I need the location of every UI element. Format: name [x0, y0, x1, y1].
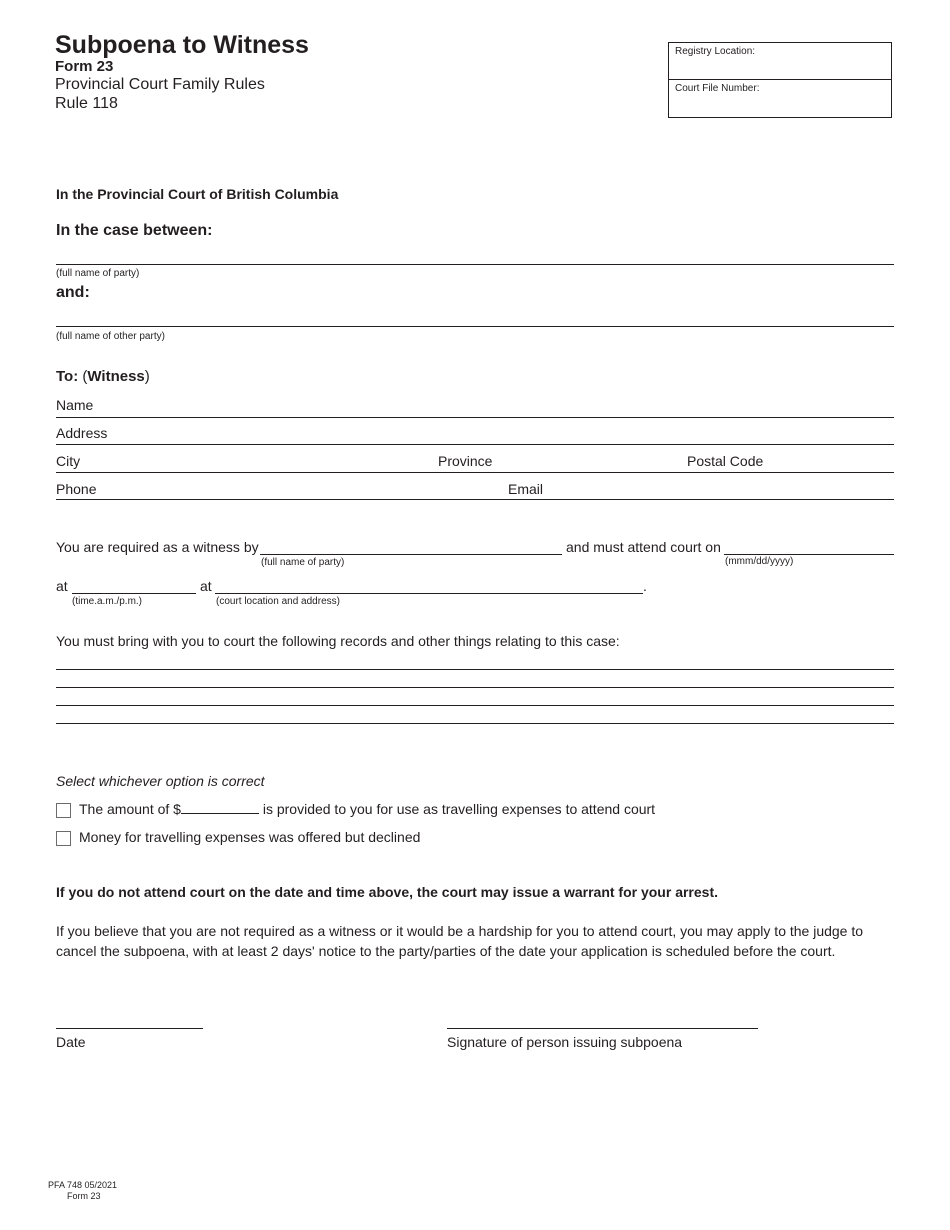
close-paren: ) [144, 368, 150, 385]
address-label: Address [56, 425, 108, 441]
requesting-party-caption: (full name of party) [261, 557, 345, 568]
court-file-number-field[interactable] [669, 80, 891, 116]
issuer-signature-line[interactable] [447, 1028, 758, 1029]
and-label: and: [56, 284, 90, 301]
option-1-text [79, 801, 655, 817]
to-witness-heading [56, 368, 150, 385]
rule-number: Rule 118 [55, 95, 118, 112]
date-label: Date [56, 1034, 86, 1050]
open-paren: ( [82, 368, 88, 385]
city-label: City [56, 453, 81, 469]
date-signature-line[interactable] [56, 1028, 203, 1029]
registry-box [668, 42, 892, 118]
records-line[interactable] [56, 723, 894, 724]
records-line[interactable] [56, 705, 894, 706]
case-between-label: In the case between: [56, 222, 213, 239]
requesting-party-line[interactable] [260, 554, 562, 555]
other-party-caption: (full name of other party) [56, 331, 165, 342]
province-label: Province [438, 453, 493, 469]
postal-code-label: Postal Code [687, 453, 764, 469]
cancel-notice: If you believe that you are not required as a witness or it would be a hardship for you to attend court, you may apply to the judge to cancel the subpoena, with at least 2 days' notice to the party/parties of the date your application is scheduled before the court. [56, 923, 864, 959]
party-caption: (full name of party) [56, 268, 140, 279]
select-option-label: Select whichever option is correct [56, 773, 265, 789]
registry-location-label: Registry Location: [675, 46, 756, 57]
footer-form: Form 23 [67, 1191, 101, 1201]
name-label: Name [56, 397, 94, 413]
time-caption: (time.a.m./p.m.) [72, 596, 143, 607]
court-location-line[interactable] [215, 593, 643, 594]
at-label-location: at [200, 578, 212, 594]
at-label-time: at [56, 578, 68, 594]
signature-label: Signature of person issuing subpoena [447, 1034, 683, 1050]
records-line[interactable] [56, 669, 894, 670]
court-file-number-label: Court File Number: [675, 83, 760, 94]
arrest-warning: If you do not attend court on the date and time above, the court may issue a warrant for your arrest. [56, 884, 719, 900]
attend-time-line[interactable] [72, 593, 196, 594]
witness-label: Witness [87, 368, 145, 385]
records-instruction: You must bring with you to court the following records and other things relating to this case: [56, 633, 620, 649]
amount-field[interactable] [181, 801, 259, 814]
form-title: Subpoena to Witness [55, 31, 309, 59]
phone-email-field[interactable] [56, 499, 894, 500]
to-label: To: [56, 368, 79, 385]
option-2-text: Money for travelling expenses was offered but declined [79, 829, 421, 845]
option-2-checkbox[interactable] [56, 831, 71, 846]
form-number: Form 23 [55, 58, 114, 75]
required-text: You are required as a witness by [56, 539, 259, 555]
option-1-suffix: is provided to you for use as travelling expenses to attend court [262, 801, 656, 817]
option-1-checkbox[interactable] [56, 803, 71, 818]
location-caption: (court location and address) [216, 596, 340, 607]
city-province-postal-field[interactable] [56, 472, 894, 473]
date-caption: (mmm/dd/yyyy) [725, 556, 794, 567]
records-line[interactable] [56, 687, 894, 688]
footer-code: PFA 748 05/2021 [48, 1180, 118, 1190]
phone-label: Phone [56, 481, 97, 497]
option-1-prefix: The amount of $ [79, 801, 181, 817]
email-label: Email [508, 481, 544, 497]
registry-location-field[interactable] [669, 43, 891, 80]
party-name-line[interactable] [56, 264, 894, 265]
other-party-name-line[interactable] [56, 326, 894, 327]
location-period: . [643, 578, 647, 594]
court-heading: In the Provincial Court of British Columbia [56, 186, 339, 202]
attend-date-line[interactable] [724, 554, 894, 555]
rules-name: Provincial Court Family Rules [55, 76, 265, 93]
address-field[interactable] [56, 444, 894, 445]
attend-text: and must attend court on [566, 539, 721, 555]
name-field[interactable] [56, 417, 894, 418]
